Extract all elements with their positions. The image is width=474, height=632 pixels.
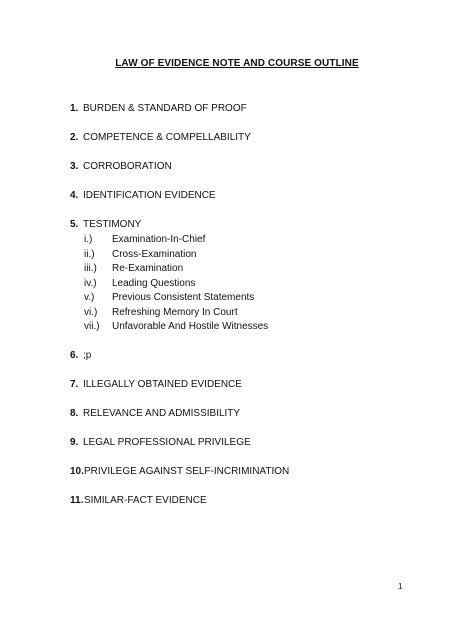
item-number: 7. [70, 379, 79, 390]
item-number: 1. [70, 103, 79, 114]
subitem-label: Cross-Examination [112, 248, 197, 260]
outline-item-10 [70, 466, 289, 477]
outline-item-3 [70, 161, 172, 172]
outline-item-7 [70, 379, 242, 390]
item-label: BURDEN & STANDARD OF PROOF [83, 103, 247, 114]
item-number: 9. [70, 437, 79, 448]
subitem-numeral: iv.) [84, 277, 97, 289]
subitem-numeral: iii.) [84, 263, 97, 274]
testimony-subitem-3 [84, 263, 183, 274]
outline-item-4 [70, 190, 216, 201]
item-label: SIMILAR-FACT EVIDENCE [84, 495, 207, 506]
item-label: PRIVILEGE AGAINST SELF-INCRIMINATION [84, 466, 290, 477]
outline-item-6 [70, 350, 91, 361]
subitem-label: Unfavorable And Hostile Witnesses [112, 321, 269, 332]
item-label: CORROBORATION [83, 161, 172, 172]
subitem-numeral: vii.) [84, 321, 100, 332]
item-label: ILLEGALLY OBTAINED EVIDENCE [83, 379, 242, 390]
testimony-subitem-5 [84, 292, 254, 303]
subitem-label: Examination-In-Chief [112, 234, 206, 245]
testimony-subitem-6 [84, 307, 238, 318]
subitem-numeral: vi.) [84, 306, 98, 318]
testimony-subitem-4 [84, 278, 195, 289]
outline-item-9 [70, 437, 251, 448]
item-number: 5. [70, 219, 79, 230]
subitem-numeral: v.) [84, 292, 95, 303]
subitem-label: Previous Consistent Statements [112, 292, 255, 303]
item-number: 11. [70, 495, 84, 506]
item-label: IDENTIFICATION EVIDENCE [83, 190, 216, 201]
item-label: TESTIMONY [83, 219, 142, 230]
outline-item-1 [70, 103, 247, 114]
item-number: 3. [70, 161, 79, 172]
testimony-subitem-7 [84, 321, 268, 332]
outline-item-5 [70, 219, 141, 230]
outline-item-2 [70, 132, 251, 143]
item-number: 8. [70, 408, 79, 419]
item-label: ;p [83, 350, 92, 361]
item-label: RELEVANCE AND ADMISSIBILITY [83, 408, 241, 419]
subitem-label: Leading Questions [112, 277, 196, 289]
subitem-label: Re-Examination [112, 263, 184, 274]
outline-item-11 [70, 495, 207, 506]
document-title: LAW OF EVIDENCE NOTE AND COURSE OUTLINE [115, 58, 359, 69]
testimony-subitem-2 [84, 249, 196, 260]
item-label: COMPETENCE & COMPELLABILITY [83, 132, 251, 143]
item-number: 10. [70, 466, 84, 477]
item-number: 4. [70, 190, 79, 201]
subitem-numeral: ii.) [84, 248, 95, 260]
item-label: LEGAL PROFESSIONAL PRIVILEGE [83, 437, 251, 448]
item-number: 6. [70, 350, 79, 361]
outline-item-8 [70, 408, 240, 419]
subitem-label: Refreshing Memory In Court [112, 306, 238, 318]
page-number: 1 [398, 582, 403, 591]
subitem-numeral: i.) [84, 234, 93, 245]
testimony-subitem-1 [84, 234, 205, 245]
item-number: 2. [70, 132, 79, 143]
